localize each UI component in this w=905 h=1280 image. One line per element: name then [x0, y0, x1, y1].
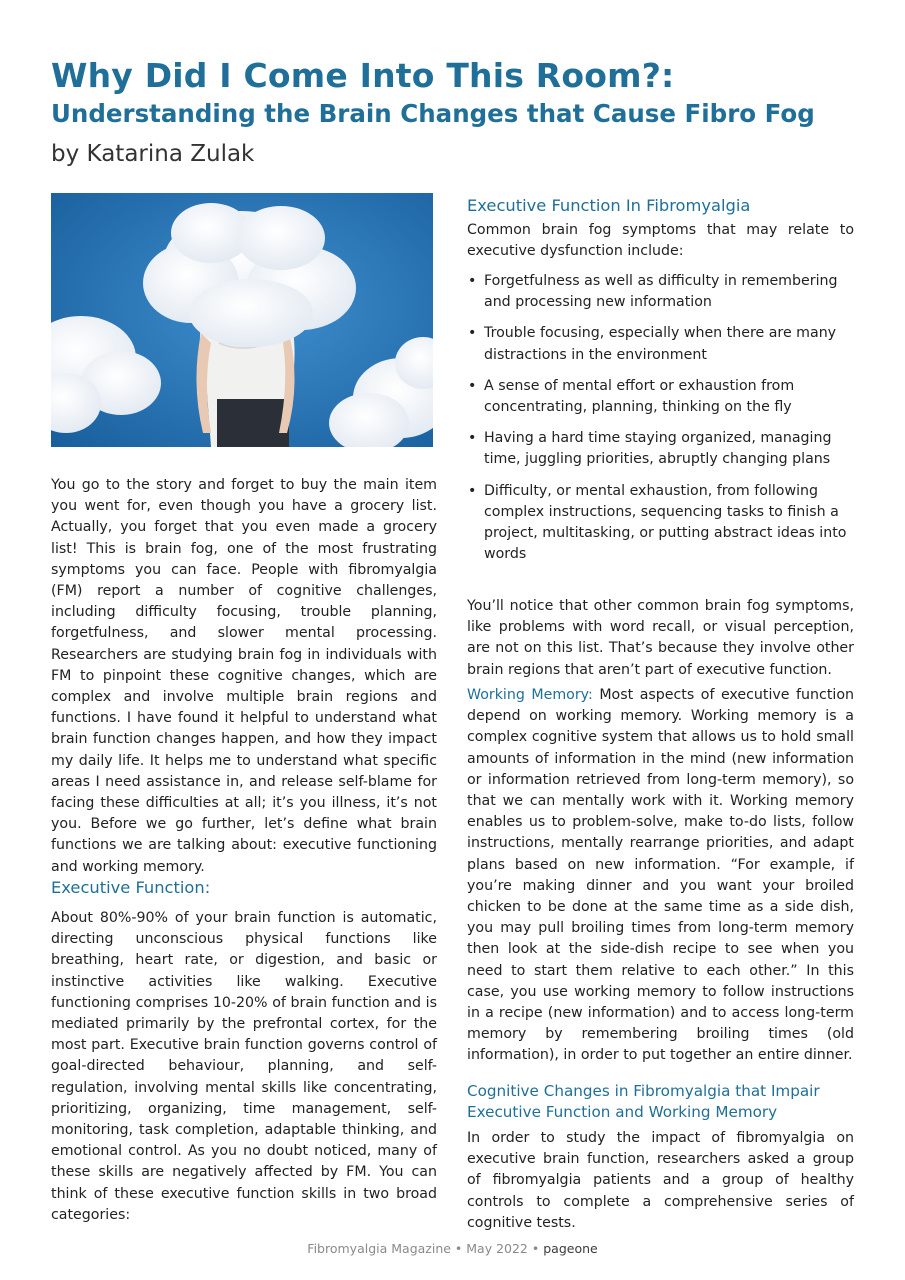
page-footer: [0, 1241, 905, 1256]
working-memory-wrap: [467, 685, 854, 1067]
footer-text: Fibromyalgia Magazine • May 2022 •: [307, 1241, 540, 1256]
working-memory-text: Most aspects of executive function depend on working memory. Working memory is a complex cognitive system that allows us to hold small amounts of information in the mind (new information or information retrieved from long-term memory), so that we can mentally work with it. Working memory enables us to problem-solve, make to-do lists, follow instructions, mentally rearrange priorities, and adapt plans based on new information. “For example, if you’re making dinner and you want your broiled chicken to be done at the same time as a side dish, you may pull broiling times from long-term memory then look at the side-dish recipe to see when you need to start them relative to each other.” In this case, you use working memory to follow instructions in a recipe (new information) and to access long-term memory by remembering broiling times (old information), in order to put together an entire dinner.: [467, 687, 854, 1064]
ef-in-fm-heading: Executive Function In Fibromyalgia: [467, 196, 751, 215]
cloud-head-photo: [51, 193, 433, 447]
list-item: • Having a hard time staying organized, managing time, juggling priorities, abruptly changing plans: [467, 428, 854, 470]
ef-in-fm-intro-wrap: [467, 220, 854, 262]
article-subtitle: Understanding the Brain Changes that Cause Fibro Fog: [51, 99, 815, 128]
executive-function-paragraph: About 80%-90% of your brain function is automatic, directing unconscious physical functions like breathing, heart rate, or digestion, and basic or instinctive activities like walking. Executive functioning comprises 10-20% of brain function and is mediated primarily by the prefrontal cortex, for the most part. Executive brain function governs control of goal-directed behaviour, planning, and self-regulation, involving mental skills like concentrating, prioritizing, organizing, time management, self-monitoring, task completion, adaptable thinking, and emotional control. As you no doubt noticed, many of these skills are negatively affected by FM. You can think of these executive function skills in two broad categories:: [51, 910, 437, 1223]
article-title: Why Did I Come Into This Room?:: [51, 56, 675, 95]
page-number: pageone: [543, 1241, 598, 1256]
list-item: • Trouble focusing, especially when there are many distractions in the environment: [467, 323, 854, 365]
executive-function-body-wrap: [51, 908, 437, 1226]
list-item: • A sense of mental effort or exhaustion from concentrating, planning, thinking on the fly: [467, 376, 854, 418]
working-memory-paragraph: [467, 685, 854, 1067]
symptom-list: [467, 271, 854, 565]
cognitive-changes-body-wrap: [467, 1128, 854, 1234]
left-column: [51, 475, 437, 878]
notice-paragraph-wrap: [467, 596, 854, 681]
executive-function-section: [51, 877, 437, 898]
list-item: • Difficulty, or mental exhaustion, from following complex instructions, sequencing tasks to finish a project, multitasking, or putting abstract ideas into words: [467, 481, 854, 566]
executive-function-heading: Executive Function:: [51, 878, 211, 897]
cognitive-changes-wrap: [467, 1081, 854, 1123]
author-byline: by Katarina Zulak: [51, 141, 255, 167]
list-item: • Forgetfulness as well as difficulty in remembering and processing new information: [467, 271, 854, 313]
notice-paragraph: You’ll notice that other common brain fog symptoms, like problems with word recall, or visual perception, are not on this list. That’s because they involve other brain regions that aren’t part of executive function.: [467, 598, 854, 678]
symptom-list-wrap: [467, 271, 854, 575]
cognitive-changes-paragraph: In order to study the impact of fibromyalgia on executive brain function, researchers asked a group of fibromyalgia patients and a group of healthy controls to complete a comprehensive series of cognitive tests.: [467, 1130, 854, 1231]
working-memory-label: Working Memory:: [467, 687, 593, 703]
right-column: [467, 195, 854, 216]
intro-paragraph: You go to the story and forget to buy the main item you went for, even though you have a grocery list. Actually, you forget that you even made a grocery list! This is brain fog, one of the most frustrating symptoms you can face. People with fibromyalgia (FM) report a number of cognitive challenges, including difficulty focusing, trouble planning, forgetfulness, and slower mental processing. Researchers are studying brain fog in individuals with FM to pinpoint these cognitive changes, which are complex and involve multiple brain regions and functions. I have found it helpful to understand what brain function changes happen, and how they impact my daily life. It helps me to understand what specific areas I need assistance in, and release self-blame for facing these difficulties at all; it’s you illness, it’s not you. Before we go further, let’s define what brain functions we are talking about: executive functioning and working memory.: [51, 477, 437, 875]
cognitive-changes-heading: Cognitive Changes in Fibromyalgia that Impair Executive Function and Working Memory: [467, 1082, 820, 1121]
ef-in-fm-intro: Common brain fog symptoms that may relate to executive dysfunction include:: [467, 222, 854, 260]
